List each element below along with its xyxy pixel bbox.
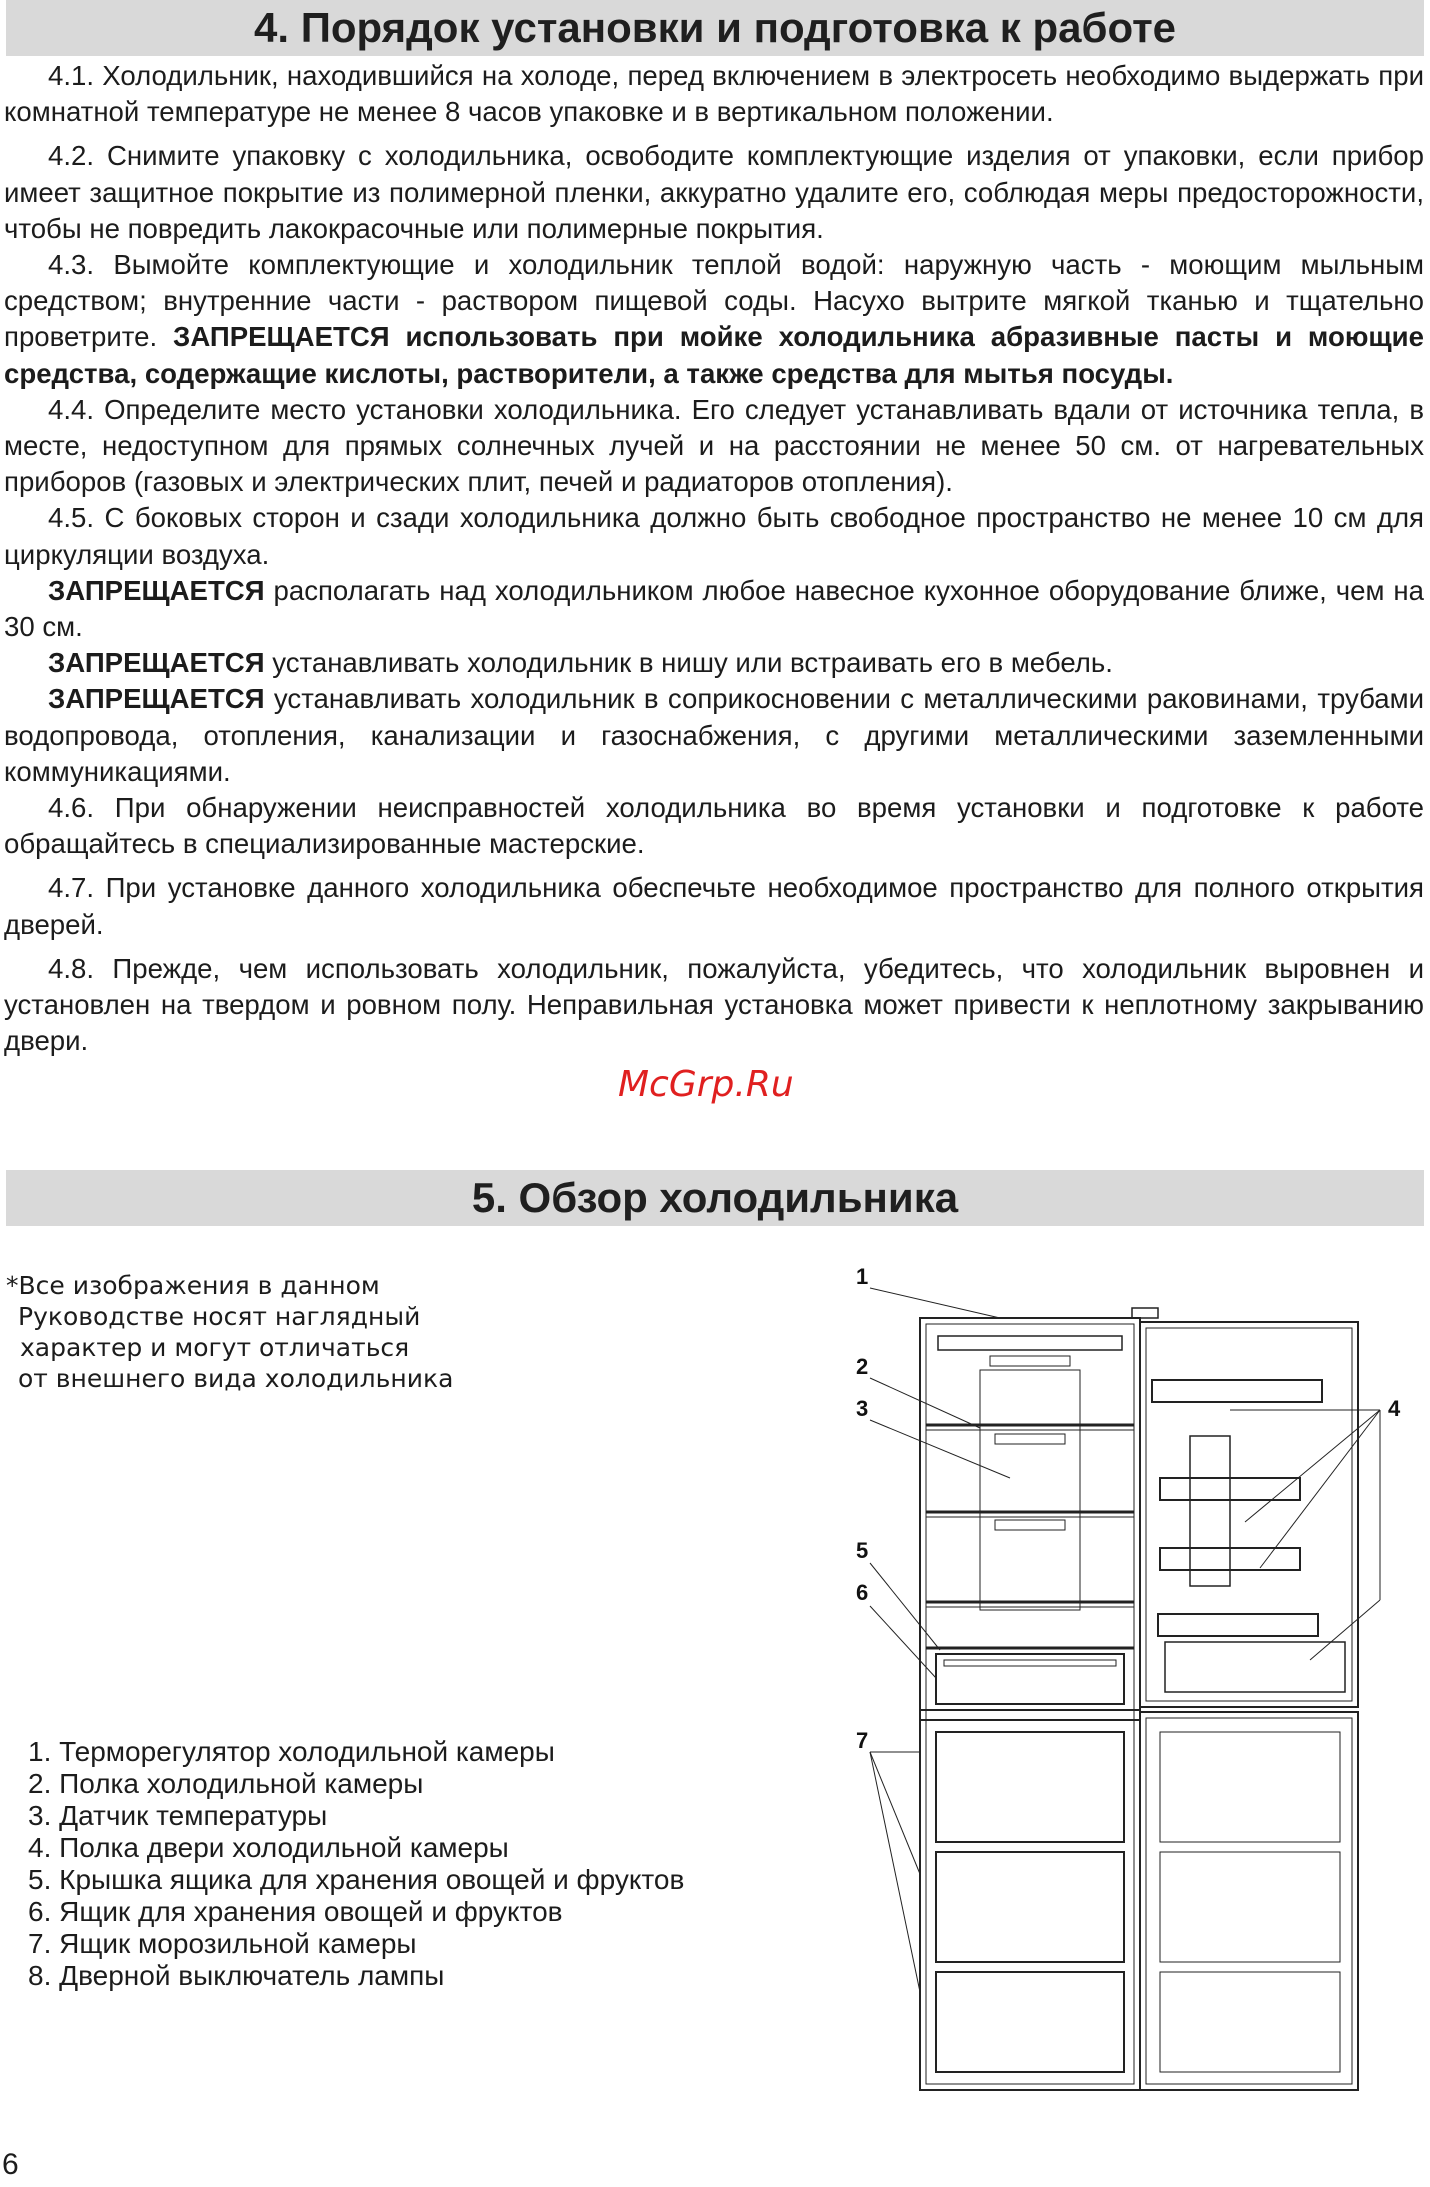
legend-item: 4. Полка двери холодильной камеры (28, 1832, 509, 1863)
paragraph-text: Вымойте комплектующие и холодильник теплой водой: наружную часть - моющим мыльным средством; внутренние части - раствором пищевой соды. Насухо вытрите мягкой тканью и тщательно проветрите. (4, 249, 1425, 353)
callout-3: 3 (856, 1396, 869, 1421)
paragraph-4-1 (4, 58, 1424, 130)
forbid-cabinets (4, 573, 1424, 645)
paragraph-text: Снимите упаковку с холодильника, освободите комплектующие изделия от упаковки, если прибор имеет защитное покрытие из полимерной пленки, аккуратно удалите его, соблюдая меры предосторожности, чтобы не повредить лакокрасочные или полимерные покрытия. (4, 140, 1424, 244)
crisper-drawer (926, 1648, 1134, 1704)
paragraph-text: Определите место установки холодильника. Его следует устанавливать вдали от источника тепла, в месте, недоступном для прямых солнечных лучей и на расстоянии не менее 50 см. от нагревательных приборов (газовых и электрических плит, печей и радиаторов отопления). (4, 393, 1424, 498)
paragraph-4-5 (4, 500, 1424, 572)
thermostat-panel (938, 1336, 1122, 1350)
page-number: 6 (2, 2148, 19, 2181)
paragraph-text: Холодильник, находившийся на холоде, перед включением в электросеть необходимо выдержать при комнатной температуре не менее 8 часов упаковке и в вертикальном положении. (4, 60, 1424, 128)
paragraph-text: располагать над холодильником любое навесное кухонное оборудование ближе, чем на 30 см. (4, 574, 1424, 643)
paragraph-4-8 (4, 951, 1424, 1060)
paragraph-number: 4.3. (48, 249, 95, 281)
paragraph-number: 4.2. (48, 140, 95, 172)
parts-legend (28, 1736, 684, 1992)
freezer-drawers (936, 1732, 1340, 2072)
paragraph-number: 4.7. (48, 872, 95, 904)
legend-item: 8. Дверной выключатель лампы (28, 1960, 445, 1991)
note-line: *Все изображения в данном (6, 1271, 380, 1300)
paragraph-text: При установке данного холодильника обеспечьте необходимое пространство для полного открытия дверей. (4, 872, 1424, 940)
paragraph-4-3 (4, 247, 1424, 392)
callout-5: 5 (856, 1538, 869, 1563)
paragraph-number: 4.5. (48, 502, 95, 534)
paragraph-number: 4.1. (48, 60, 95, 91)
callout-7: 7 (856, 1728, 869, 1753)
forbid-word: ЗАПРЕЩАЕТСЯ (48, 647, 265, 679)
callout-2: 2 (856, 1354, 869, 1379)
callout-1: 1 (856, 1264, 869, 1289)
paragraph-4-4 (4, 392, 1424, 501)
fridge-diagram (840, 1264, 1410, 2130)
door-shelves (1152, 1380, 1345, 1692)
paragraph-text: С боковых сторон и сзади холодильника должно быть свободное пространство не менее 10 см для циркуляции воздуха. (4, 502, 1425, 570)
section-5-title: 5. Обзор холодильника (6, 1170, 1424, 1226)
paragraph-4-6 (4, 790, 1424, 862)
callout-4: 4 (1388, 1396, 1401, 1421)
callout-6: 6 (856, 1580, 869, 1605)
illustration-note (6, 1270, 526, 1394)
paragraph-4-7 (4, 870, 1424, 942)
paragraph-number: 4.4. (48, 393, 95, 425)
forbid-word: ЗАПРЕЩАЕТСЯ (48, 683, 265, 715)
section-4-body (4, 58, 1424, 1059)
paragraph-text: При обнаружении неисправностей холодильника во время установки и подготовке к работе обращайтесь в специализированные мастерские. (4, 792, 1425, 860)
legend-item: 1. Терморегулятор холодильной камеры (28, 1736, 555, 1767)
note-line: от внешнего вида холодильника (18, 1364, 454, 1393)
paragraph-number: 4.6. (48, 792, 95, 824)
watermark: McGrp.Ru (618, 1064, 794, 1105)
forbid-niche (4, 645, 1424, 681)
paragraph-text: устанавливать холодильник в соприкосновении с металлическими раковинами, трубами водопровода, отопления, канализации и газоснабжения, с другими металлическими заземленными коммуникациями. (4, 683, 1425, 787)
washing-warning: ЗАПРЕЩАЕТСЯ использовать при мойке холодильника абразивные пасты и моющие средства, содержащие кислоты, растворители, а также средства для мытья посуды. (4, 321, 1424, 389)
legend-item: 3. Датчик температуры (28, 1800, 328, 1831)
paragraph-text: устанавливать холодильник в нишу или встраивать его в мебель. (272, 647, 1113, 679)
paragraph-4-2 (4, 138, 1424, 247)
legend-item: 7. Ящик морозильной камеры (28, 1928, 417, 1959)
forbid-word: ЗАПРЕЩАЕТСЯ (48, 574, 265, 606)
thermostat-knob (990, 1356, 1070, 1366)
note-line: характер и могут отличаться (20, 1333, 410, 1362)
legend-item: 2. Полка холодильной камеры (28, 1768, 424, 1799)
section-4-title: 4. Порядок установки и подготовка к работе (6, 0, 1424, 56)
note-line: Руководстве носят наглядный (18, 1302, 421, 1331)
paragraph-number: 4.8. (48, 952, 95, 984)
forbid-metal-contact (4, 681, 1424, 790)
paragraph-text: Прежде, чем использовать холодильник, пожалуйста, убедитесь, что холодильник выровнен и установлен на твердом и ровном полу. Неправильная установка может привести к неплотному закрыванию двери. (4, 952, 1424, 1057)
fridge-shelves (926, 1370, 1134, 1610)
legend-item: 5. Крышка ящика для хранения овощей и фруктов (28, 1864, 685, 1895)
legend-item: 6. Ящик для хранения овощей и фруктов (28, 1896, 563, 1927)
